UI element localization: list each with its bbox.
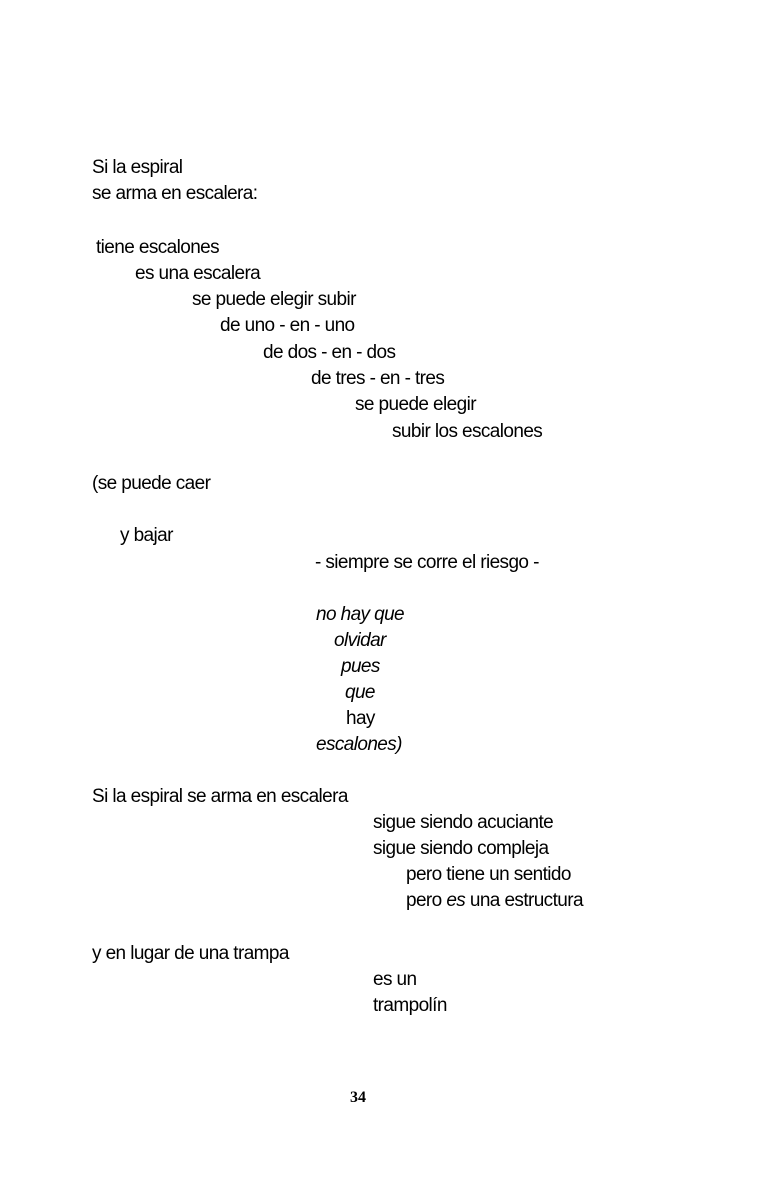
poem-line: - siempre se corre el riesgo - — [315, 552, 539, 573]
poem-line-italic: que — [345, 682, 375, 703]
poem-line-italic: no hay que — [316, 604, 405, 625]
poem-line: tiene escalones — [96, 237, 220, 258]
text-segment: una estructura — [465, 890, 583, 911]
poem-line: Si la espiral — [92, 157, 183, 178]
italic-emphasis: es — [446, 890, 466, 911]
poem-line-italic: olvidar — [334, 630, 386, 651]
poem-line: de uno - en - uno — [220, 315, 355, 336]
poem-line: es una escalera — [135, 263, 261, 284]
page-number: 34 — [350, 1089, 366, 1106]
poem-line: es un — [373, 969, 417, 990]
poem-line-italic: pues — [341, 656, 380, 677]
poem-line-mixed — [406, 889, 583, 913]
poem-line: sigue siendo acuciante — [373, 812, 554, 833]
poem-line: y bajar — [120, 525, 173, 546]
poem-line-italic: escalones) — [316, 734, 402, 755]
poem-line: se puede elegir subir — [192, 289, 356, 310]
poem-line: sigue siendo compleja — [373, 838, 549, 859]
poem-line: Si la espiral se arma en escalera — [92, 786, 348, 807]
text-segment: pero — [406, 890, 447, 911]
poem-line: (se puede caer — [92, 473, 211, 494]
poem-line: y en lugar de una trampa — [92, 943, 289, 964]
poem-line: pero tiene un sentido — [406, 864, 571, 885]
poem-line: se puede elegir — [355, 394, 476, 415]
poem-line: hay — [346, 708, 375, 729]
poem-line: se arma en escalera: — [92, 183, 258, 204]
poem-line: de dos - en - dos — [263, 342, 396, 363]
poem-line: trampolín — [373, 995, 447, 1016]
poem-line: subir los escalones — [392, 421, 543, 442]
poem-line: de tres - en - tres — [311, 368, 445, 389]
